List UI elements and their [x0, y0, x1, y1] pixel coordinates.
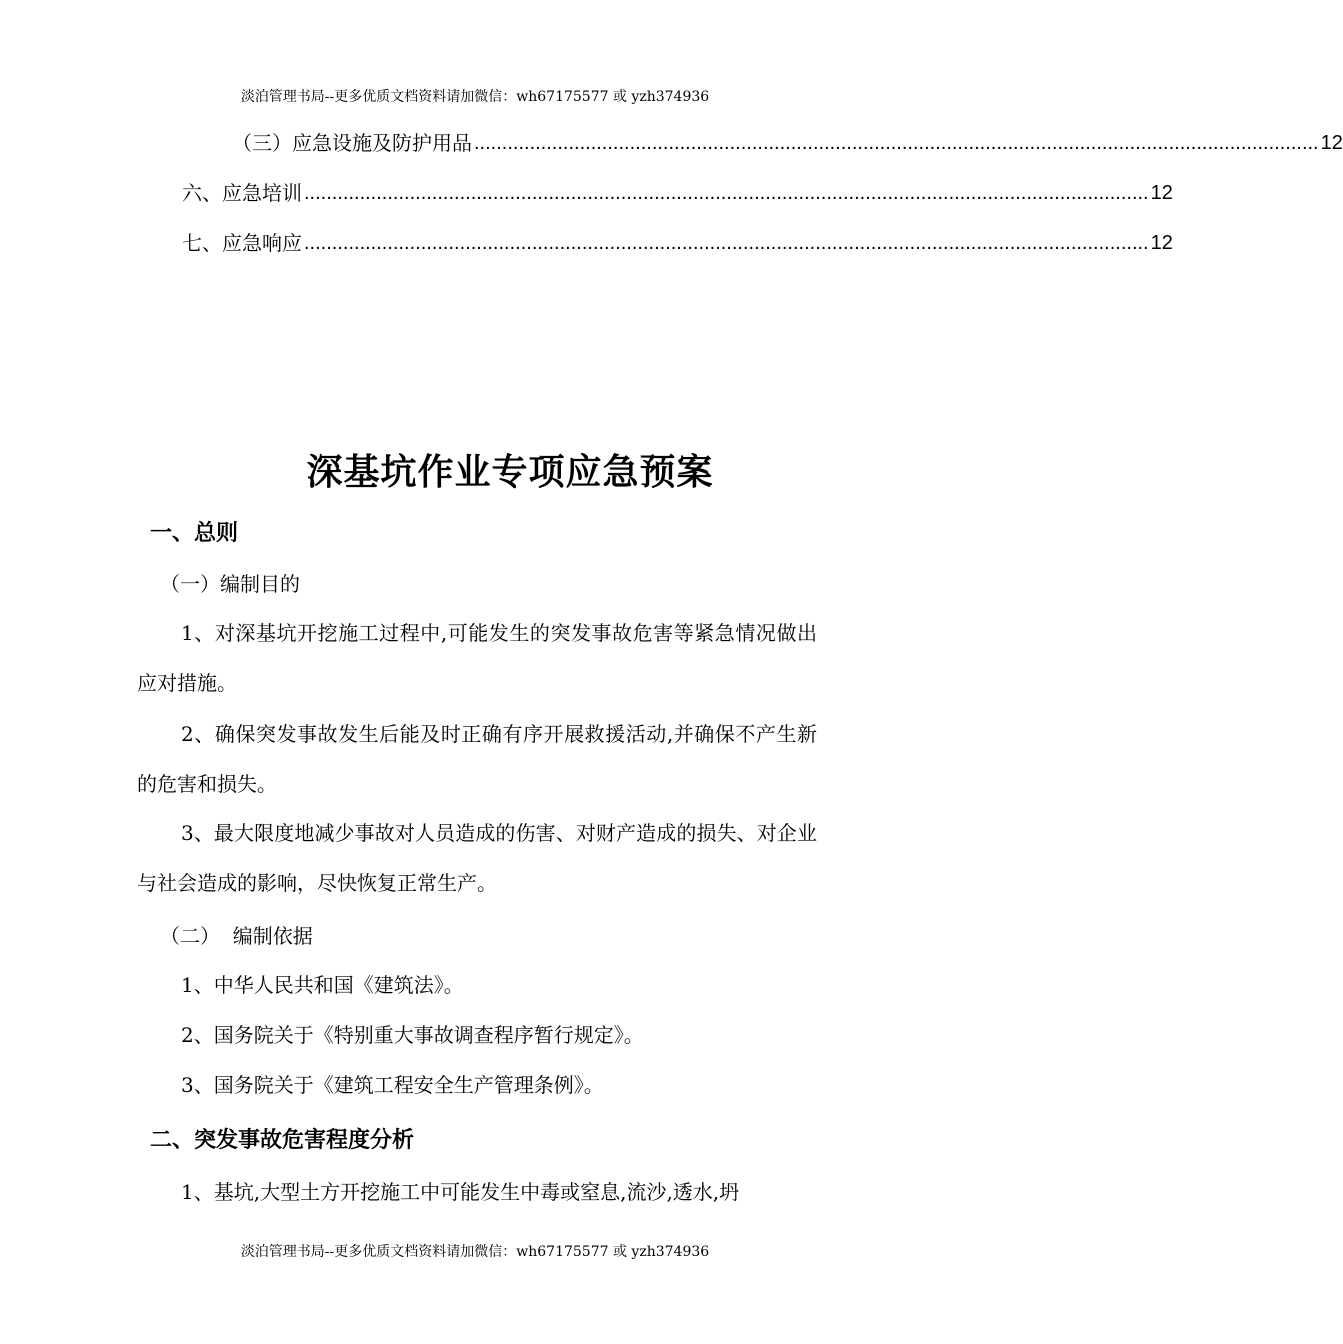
toc-entry-label: 七、应急响应 [182, 231, 302, 255]
paragraph: 1、对深基坑开挖施工过程中,可能发生的突发事故危害等紧急情况做出应对措施。 [137, 621, 817, 695]
document-title: 深基坑作业专项应急预案 [306, 451, 714, 493]
paragraph: 2、确保突发事故发生后能及时正确有序开展救援活动,并确保不产生新的危害和损失。 [137, 722, 817, 796]
paragraph: 2、国务院关于《特别重大事故调查程序暂行规定》。 [181, 1023, 644, 1047]
toc-entry[interactable] [182, 228, 1173, 258]
toc-leader-dots: ........................................................................................................................................................ [474, 132, 1319, 154]
subsection-heading-basis: （二） 编制依据 [160, 924, 313, 948]
paragraph: 3、最大限度地减少事故对人员造成的伤害、对财产造成的损失、对企业与社会造成的影响，尽快恢复正常生产。 [137, 821, 817, 895]
toc-entry[interactable] [232, 128, 1343, 158]
section-heading-hazard-analysis: 二、突发事故危害程度分析 [150, 1128, 415, 1153]
page-footer: 淡泊管理书局--更多优质文档资料请加微信：wh67175577 或 yzh374936 [240, 1244, 710, 1260]
toc-entry-page: 12 [1150, 182, 1173, 204]
toc-entry-label: 六、应急培训 [182, 181, 302, 205]
paragraph: 1、基坑,大型土方开挖施工中可能发生中毒或窒息,流沙,透水,坍 [181, 1180, 740, 1204]
toc-entry-label: （三）应急设施及防护用品 [232, 131, 472, 155]
paragraph: 3、国务院关于《建筑工程安全生产管理条例》。 [181, 1073, 604, 1097]
section-heading-general: 一、总则 [150, 521, 239, 546]
subsection-heading-purpose: （一）编制目的 [160, 572, 300, 596]
page-header: 淡泊管理书局--更多优质文档资料请加微信：wh67175577 或 yzh374936 [240, 89, 710, 105]
paragraph: 1、中华人民共和国《建筑法》。 [181, 973, 464, 997]
toc-leader-dots: ........................................................................................................................................................ [304, 232, 1149, 254]
toc-entry-page: 12 [1320, 132, 1343, 154]
toc-entry[interactable] [182, 178, 1173, 208]
toc-leader-dots: ........................................................................................................................................................ [304, 182, 1149, 204]
toc-entry-page: 12 [1150, 232, 1173, 254]
